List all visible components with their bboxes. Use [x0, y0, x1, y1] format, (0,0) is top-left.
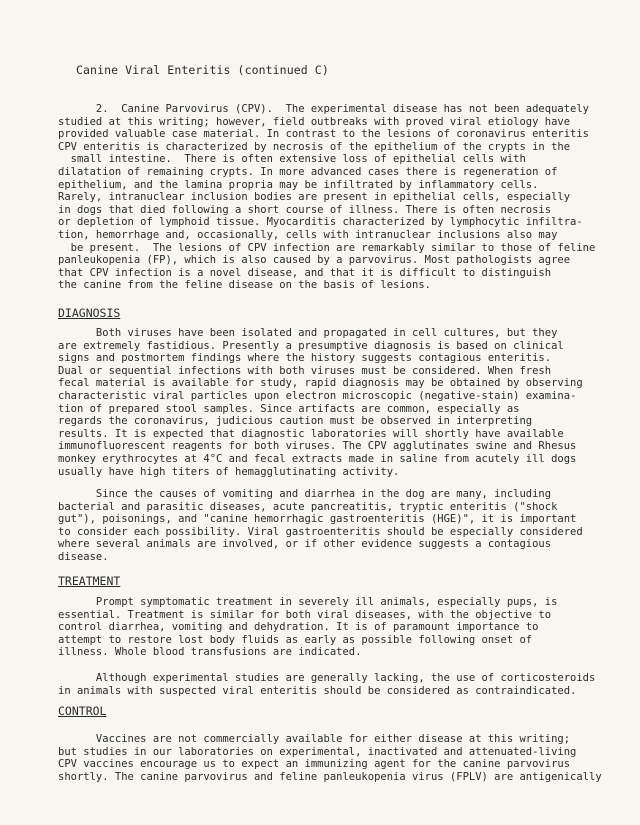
- text-line: epithelium, and the lamina propria may be infiltrated by inflammatory cells.: [58, 178, 539, 191]
- paragraph-corticosteroids: [58, 672, 618, 697]
- text-line: characteristic viral particles upon electron microscopic (negative-stain) examina-: [58, 389, 577, 402]
- text-line: Since the causes of vomiting and diarrhea in the dog are many, including: [58, 488, 552, 500]
- text-line: regards the coronavirus, judicious caution must be observed in interpreting: [58, 415, 533, 428]
- text-line: monkey erythrocytes at 4°C and fecal extracts made in saline from acutely ill dogs: [58, 452, 577, 465]
- text-line: illness. Whole blood transfusions are indicated.: [58, 646, 362, 659]
- text-line: to consider each possibility. Viral gastroenteritis should be especially considered: [58, 525, 583, 538]
- text-line: usually have high titers of hemagglutinating activity.: [58, 465, 400, 478]
- text-line: be present. The lesions of CPV infection are remarkably similar to those of feline: [58, 241, 596, 254]
- text-line: immunofluorescent reagents for both viruses. The CPV agglutinates swine and Rhesus: [58, 440, 577, 453]
- text-line: fecal material is available for study, rapid diagnosis may be obtained by observing: [58, 377, 583, 390]
- text-line: studied at this writing; however, field outbreaks with proved viral etiology have: [58, 115, 571, 128]
- text-line: dilatation of remaining crypts. In more advanced cases there is regeneration of: [58, 165, 558, 178]
- text-line: CPV enteritis is characterized by necrosis of the epithelium of the crypts in the: [58, 140, 571, 153]
- text-line: results. It is expected that diagnostic laboratories will shortly have available: [58, 427, 564, 440]
- text-line: the canine from the feline disease on the basis of lesions.: [58, 279, 431, 292]
- text-line: 2. Canine Parvovirus (CPV). The experimental disease has not been adequately: [58, 103, 590, 115]
- text-line: CPV vaccines encourage us to expect an immunizing agent for the canine parvovirus: [58, 758, 571, 771]
- text-line: disease.: [58, 550, 109, 563]
- text-line: are extremely fastidious. Presently a presumptive diagnosis is based on clinical: [58, 339, 564, 352]
- text-line: essential. Treatment is similar for both viral diseases, with the objective to: [58, 608, 552, 621]
- page-header-title: Canine Viral Enteritis (continued C): [76, 63, 329, 77]
- text-line: that CPV infection is a novel disease, and that it is difficult to distinguish: [58, 266, 552, 279]
- section-heading-diagnosis: DIAGNOSIS: [58, 306, 121, 320]
- text-line: attempt to restore lost body fluids as early as possible following onset of: [58, 633, 533, 646]
- text-line: signs and postmortem findings where the history suggests contagious enteritis.: [58, 352, 552, 365]
- text-line: tion of prepared stool samples. Since artifacts are common, especially as: [58, 402, 520, 415]
- text-line: small intestine. There is often extensive loss of epithelial cells with: [58, 153, 526, 166]
- text-line: Both viruses have been isolated and propagated in cell cultures, but they: [58, 327, 558, 339]
- text-line: in dogs that died following a short course of illness. There is often necrosis: [58, 203, 552, 216]
- text-line: gut"), poisonings, and "canine hemorrhagic gastroenteritis (HGE)", it is important: [58, 513, 577, 526]
- text-line: in animals with suspected viral enteritis should be considered as contraindicated.: [58, 684, 577, 697]
- text-line: control diarrhea, vomiting and dehydration. It is of paramount importance to: [58, 621, 539, 634]
- text-line: Dual or sequential infections with both viruses must be considered. When fresh: [58, 364, 552, 377]
- paragraph-treatment: [58, 596, 618, 659]
- text-line: Vaccines are not commercially available for either disease at this writing;: [58, 733, 571, 745]
- text-line: Although experimental studies are generally lacking, the use of corticosteroids: [58, 672, 596, 684]
- text-line: panleukopenia (FP), which is also caused by a parvovirus. Most pathologists agree: [58, 254, 571, 267]
- text-line: provided valuable case material. In contrast to the lesions of coronavirus enteritis: [58, 128, 590, 141]
- paragraph-control: [58, 733, 618, 783]
- text-line: bacterial and parasitic diseases, acute pancreatitis, tryptic enteritis ("shock: [58, 500, 558, 513]
- text-line: tion, hemorrhage and, occasionally, cells with intranuclear inclusions also may: [58, 228, 558, 241]
- text-line: shortly. The canine parvovirus and feline panleukopenia virus (FPLV) are antigenically: [58, 770, 602, 783]
- section-heading-treatment: TREATMENT: [58, 574, 121, 588]
- text-line: but studies in our laboratories on experimental, inactivated and attenuated-living: [58, 745, 577, 758]
- paragraph-cpv: [58, 103, 618, 292]
- text-line: Prompt symptomatic treatment in severely ill animals, especially pups, is: [58, 596, 558, 608]
- paragraph-diagnosis: [58, 327, 618, 478]
- paragraph-differential: [58, 488, 618, 564]
- text-line: Rarely, intranuclear inclusion bodies are present in epithelial cells, especially: [58, 191, 571, 204]
- text-line: where several animals are involved, or if other evidence suggests a contagious: [58, 538, 552, 551]
- text-line: or depletion of lymphoid tissue. Myocarditis characterized by lymphocytic infiltra-: [58, 216, 583, 229]
- section-heading-control: CONTROL: [58, 704, 107, 718]
